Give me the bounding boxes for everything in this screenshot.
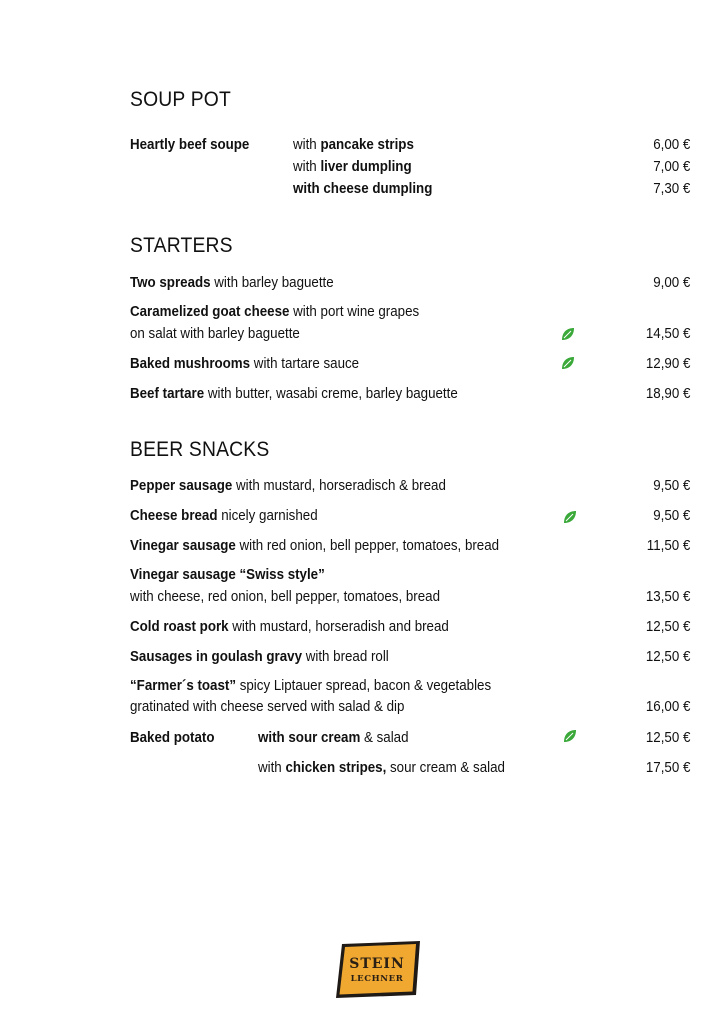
- item-price: 9,50 €: [652, 508, 690, 524]
- stein-lechner-logo: [332, 939, 424, 1001]
- item-price: 17,50 €: [645, 760, 690, 776]
- item-price: 12,50 €: [645, 730, 690, 746]
- item-name: Baked potato: [130, 730, 215, 746]
- item-price: 12,50 €: [645, 649, 690, 665]
- item-price: 6,00 €: [652, 137, 690, 153]
- leaf-icon: [563, 510, 577, 524]
- menu-item: “Farmer´s toast” spicy Liptauer spread, bacon & vegetables: [130, 678, 492, 694]
- item-price: 9,00 €: [652, 275, 690, 291]
- menu-item: Two spreads with barley baguette: [130, 275, 334, 291]
- item-name: Heartly beef soupe: [130, 137, 250, 153]
- soup-variant: with pancake strips: [293, 137, 414, 153]
- item-price: 14,50 €: [645, 326, 690, 342]
- leaf-icon: [563, 729, 577, 743]
- potato-variant: with sour cream & salad: [258, 730, 409, 746]
- item-price: 7,00 €: [652, 159, 690, 175]
- leaf-icon: [561, 356, 575, 370]
- menu-item: Pepper sausage with mustard, horseradisch & bread: [130, 478, 446, 494]
- logo-line1: STEIN: [349, 956, 405, 972]
- item-price: 12,50 €: [645, 619, 690, 635]
- soup-variant: with cheese dumpling: [293, 181, 433, 197]
- menu-item: Vinegar sausage with red onion, bell pepper, tomatoes, bread: [130, 538, 500, 554]
- menu-item-desc: gratinated with cheese served with salad & dip: [130, 699, 405, 715]
- item-price: 7,30 €: [652, 181, 690, 197]
- section-title-starters: STARTERS: [130, 234, 233, 257]
- item-price: 12,90 €: [645, 356, 690, 372]
- menu-item-desc: with cheese, red onion, bell pepper, tomatoes, bread: [130, 589, 440, 605]
- item-price: 16,00 €: [645, 699, 690, 715]
- item-price: 9,50 €: [652, 478, 690, 494]
- section-title-soup: SOUP POT: [130, 88, 231, 111]
- menu-item: Sausages in goulash gravy with bread roll: [130, 649, 389, 665]
- menu-item: Vinegar sausage “Swiss style”: [130, 567, 325, 583]
- menu-item: Cold roast pork with mustard, horseradish and bread: [130, 619, 449, 635]
- menu-item-desc: on salat with barley baguette: [130, 326, 300, 342]
- leaf-icon: [561, 327, 575, 341]
- section-title-beer-snacks: BEER SNACKS: [130, 438, 270, 461]
- potato-variant: with chicken stripes, sour cream & salad: [258, 760, 505, 776]
- item-price: 11,50 €: [646, 538, 690, 554]
- menu-item: Cheese bread nicely garnished: [130, 508, 318, 524]
- item-price: 13,50 €: [645, 589, 690, 605]
- menu-item: Baked mushrooms with tartare sauce: [130, 356, 360, 372]
- soup-variant: with liver dumpling: [293, 159, 412, 175]
- item-price: 18,90 €: [645, 386, 690, 402]
- menu-item: Caramelized goat cheese with port wine grapes: [130, 304, 420, 320]
- logo-line2: LECHNER: [350, 974, 404, 984]
- menu-item: Beef tartare with butter, wasabi creme, barley baguette: [130, 386, 458, 402]
